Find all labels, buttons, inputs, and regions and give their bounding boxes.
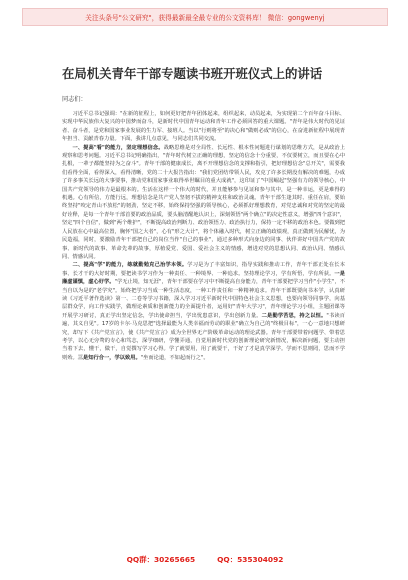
intro-paragraph: 习近平总书记强调："在新的征程上，如何更好把青年团体起来，组织起来，动员起来，为实现第二个百年奋斗目标、实现中华民族伟大复兴的中国梦而奋斗，是新时代中国青年运动和青年工作必须回答的重大课题。"青年是伟大时代的见证者、奋斗者，是党和国家事业发展的生力军、接班人。当以"行则将至"的决心和"做则必成"的信心，在奋进新征程中展现青年担当、贡献青春力量。下面，我讲几点意见，与同志们共同交流。: [62, 111, 345, 143]
section-two-paragraph: [62, 261, 345, 362]
subpoint-one-text: "学无止境，知无涯"，青年干部要在学习中不断提高自身能力，青年干部要把学习当作"小学生"，不当自以为是的"老学究"。始终把学习当成一种生活态度，一种工作责任和一种精神追求。青年干部既要向书本学，认真研读《习近平著作选读》第一、二卷等学习书籍，深入学习习近平新时代中国特色社会主义思想，也要向领导同事学，向基层群众学，向工作实践学，做理论素质和创新能力的全面提升者，运用好"青年大学习"，青年理论学习小组，主题团课等开展学习研讨，真正学出坚定信念，学出使命担当，学出忧患意识，学出创新力量。: [62, 279, 345, 319]
qq-group-text: QQ群：30265665: [126, 554, 196, 564]
salutation: 同志们：: [62, 96, 87, 103]
promo-banner: [22, 8, 388, 26]
subpoint-two-text: "书读百遍，其义自见"。17岁的卡尔·马克思把"选择最能为人类幸福而劳动的职业"确立为自己的"终极目标"，一心一意地只想研究，却写下《共产党宣言》，使《共产党宣言》成为全世界无产阶级革命运动的理论武器。青年干部要带着问题学、带着思考学，以心无旁骛的专心和笃志，深学细研，学懂弄通，自觉用新时代党的创新理论研究新情况，解决新问题，要主动担当着下去，懂干，做干，自觉撰写学习心得。学了就要用，用了就要干，干好了才是真学深学。学而不思则罔，思而不学则殆。: [62, 312, 345, 361]
section-two-heading: 二、提高"学"的能力，练就勤勉克己治学本领。: [72, 262, 188, 269]
section-one-text: 战略思维是对全局性、长远性、根本性问题进行谋划的思维方式，是从政治上观察和思考问题。习近平总书记明确指出，"青年时代树立正确的理想，坚定的信念十分重要，不仅要树立，而且要在心中扎根，一辈子都能坚持为之奋斗"。青年干部的健康成长，离不开理想信念的支撑和指引，把好理想信念"总开关"，需要我们看得全面，看得深入，看得清晰，党的二十大报告指出："我们党团结带领人民，攻克了许多长期没有解决的难题，办成了许多事关长远的大事要事，推动党和国家事业取得举世瞩目的重大成就"，这印证了"中国崛起"坚强有力的领导核心，中国共产党领导的伟力是最根本的。生活在这样一个伟大的时代，并且能够参与见证和参与其中，是一种幸运，更是难得的机遇。心有所信，方能行远，理想信念是共产党人坚韧不拔的精神支柱和政治灵魂。青年干部生逢其时、重任在肩，要始终坚持"咬定青山不放松"的韧劲，坚定不移，始终保持坚强的领导核心，必须抓好理想教育，对党忠诚和对党的坚定的最好诠释，是每一个青年干部首要的政治品质，要头脑清醒地认识上，深刻领悟"两个确立"的决定性意义，增强"四个意识"，坚定"四个自信"，做到"两个维护"，不断提高政治判断力、政治领悟力、政治执行力，保持一定不移的政治本色。要做到把人民放在心中最高位置，胸怀"国之大者"，心有"形之大计"，将个体融入时代，树立正确的政绩观，真正做到为民解忧，为民造福，同时，要激励青年干部把自己的岗位当作"自己的事业"，通过多种形式向身边的同事、伙伴讲好中国共产党的故事、新时代的故事、革命先辈的故事，厚植爱党、爱国、爱社会主义的情感，增进对党的思想认同、政治认同、情感认同、情感认同。: [62, 144, 345, 260]
section-one-heading: 一、提高"看"的能力，坚定理想信念。: [72, 144, 164, 151]
subpoint-three-heading: 三是知行合一，学以致用。: [77, 354, 141, 361]
subpoint-two-heading: 二是勤学苦思，持之以恒。: [261, 312, 327, 319]
section-one-paragraph: [62, 144, 345, 262]
promo-banner-text: 关注头条号"公文研究"，获得最新最全最专业的公文资料库！ 微信：gongwenyj: [85, 14, 325, 22]
subpoint-three-text: "坐而论道，不如起而行之"。: [140, 354, 209, 361]
subpoint-one-heading: 一是廉虚谨慎，虚心好学。: [62, 270, 345, 286]
document-body: [62, 110, 345, 550]
qq-number-text: QQ：535304092: [217, 554, 284, 564]
section-two-text: 学习是为了丰富知识，指导实践和推动工作，青年干部正处在长本事、长才干的大好时期，要把读书学习作为一种责任、一种境界、一种追求。坚持理论学习，学有所悟，学有所获。: [62, 262, 345, 277]
document-title: 在局机关青年干部专题读书班开班仪式上的讲话: [62, 66, 323, 81]
contact-footer: [120, 552, 290, 566]
